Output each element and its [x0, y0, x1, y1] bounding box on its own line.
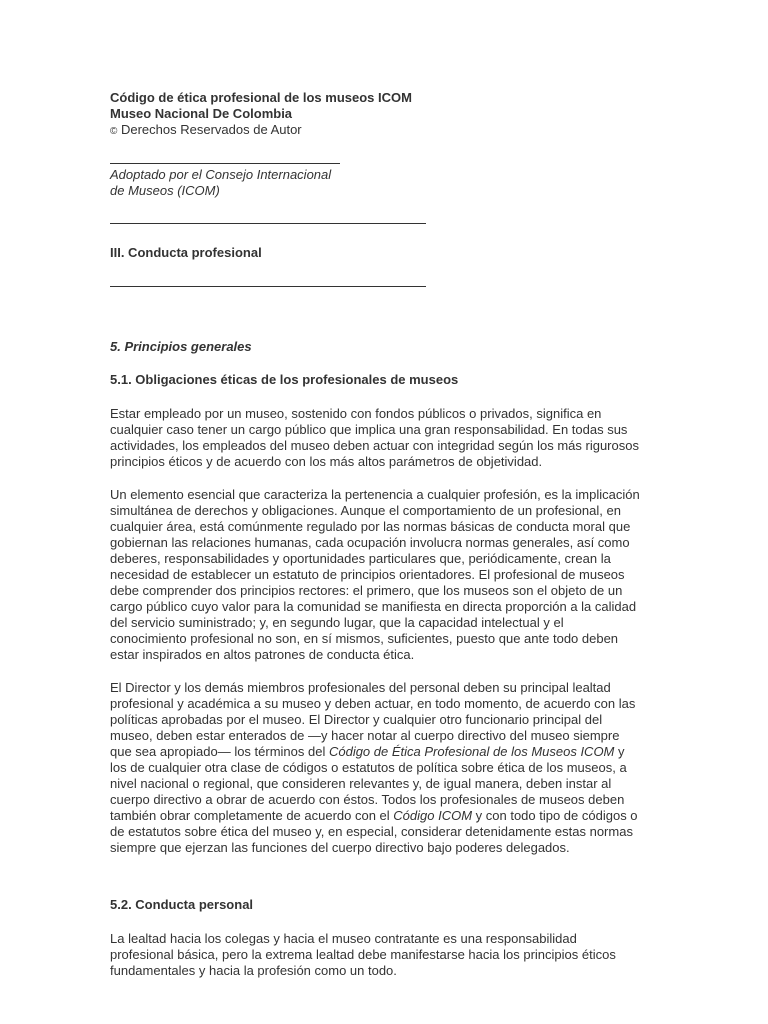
subsection-heading-5-1: 5.1. Obligaciones éticas de los profesionales de museos: [110, 372, 459, 387]
adoption-line-2: de Museos (ICOM): [110, 183, 220, 198]
copyright-icon: ©: [110, 126, 118, 137]
copyright-text: Derechos Reservados de Autor: [117, 122, 302, 137]
paragraph-1: Estar empleado por un museo, sostenido con fondos públicos o privados, significa en cualquier caso tener un cargo público que implica una gran responsabilidad. En todas sus actividades, los empleados del museo deben actuar con integridad según los más rigurosos principios éticos y de acuerdo con los más altos parámetros de objetividad.: [110, 406, 639, 469]
adoption-note: [110, 167, 640, 199]
subsection-heading-5: 5. Principios generales: [110, 339, 252, 354]
paragraph-3-part-e: y con todo tipo de códigos o de estatutos sobre ética del museo y, en especial, considerar detenidamente estas normas siempre que ejerzan las funciones del cuerpo directivo bajo poderes delegados.: [110, 808, 638, 855]
paragraph-3-part-a: El Director y los demás miembros profesionales del personal deben su principal lealtad profesional y académica a su museo y deben actuar, en todo momento, de acuerdo con las políticas aprobadas por el museo. El Director y cualquier otro funcionario principal del museo, deben estar enterados de —y hacer notar al cuerpo directivo del museo siempre que sea apropiado— los términos del: [110, 680, 636, 759]
paragraph-2: Un elemento esencial que caracteriza la pertenencia a cualquier profesión, es la implicación simultánea de derechos y obligaciones. Aunque el comportamiento de un profesional, en cualquier área, está comúnmente regulado por las normas básicas de conducta moral que gobiernan las relaciones humanas, cada ocupación involucra normas generales, así como deberes, responsabilidades y oportunidades particulares que, periódicamente, crean la necesidad de establecer un estatuto de principios orientadores. El profesional de museos debe comprender dos principios rectores: el primero, que los museos son el objeto de un cargo público cuyo valor para la comunidad se manifiesta en directa proporción a la calidad del servicio suministrado; y, en segundo lugar, que la capacidad intelectual y el conocimiento profesional no son, en sí mismos, suficientes, puesto que ante todo deben estar inspirados en altos patrones de conducta ética.: [110, 487, 640, 662]
document-body: [110, 90, 640, 979]
copyright-line: [110, 122, 640, 140]
institution-name: Museo Nacional De Colombia: [110, 106, 293, 121]
document-title: Código de ética profesional de los museos ICOM: [110, 90, 412, 105]
section-title: III. Conducta profesional: [110, 245, 262, 260]
subsection-heading-5-2: 5.2. Conducta personal: [110, 897, 254, 912]
paragraph-3: [110, 680, 640, 856]
adoption-line-1: Adoptado por el Consejo Internacional: [110, 167, 332, 182]
paragraph-3-code-icom: Código ICOM: [393, 808, 473, 823]
paragraph-3-code-title: Código de Ética Profesional de los Museos ICOM: [328, 744, 615, 759]
paragraph-4: La lealtad hacia los colegas y hacia el museo contratante es una responsabilidad profesional básica, pero la extrema lealtad debe manifestarse hacia los principios éticos fundamentales y hacia la profesión como un todo.: [110, 931, 616, 978]
paragraph-3-part-c: y los de cualquier otra clase de códigos o estatutos de política sobre ética de los museos, a nivel nacional o regional, que consideren relevantes y, de igual manera, deben instar al cuerpo directivo a obrar de acuerdo con éstos. Todos los profesionales de museos deben también obrar completamente de acuerdo con el: [110, 744, 627, 823]
document-header: [110, 90, 640, 140]
